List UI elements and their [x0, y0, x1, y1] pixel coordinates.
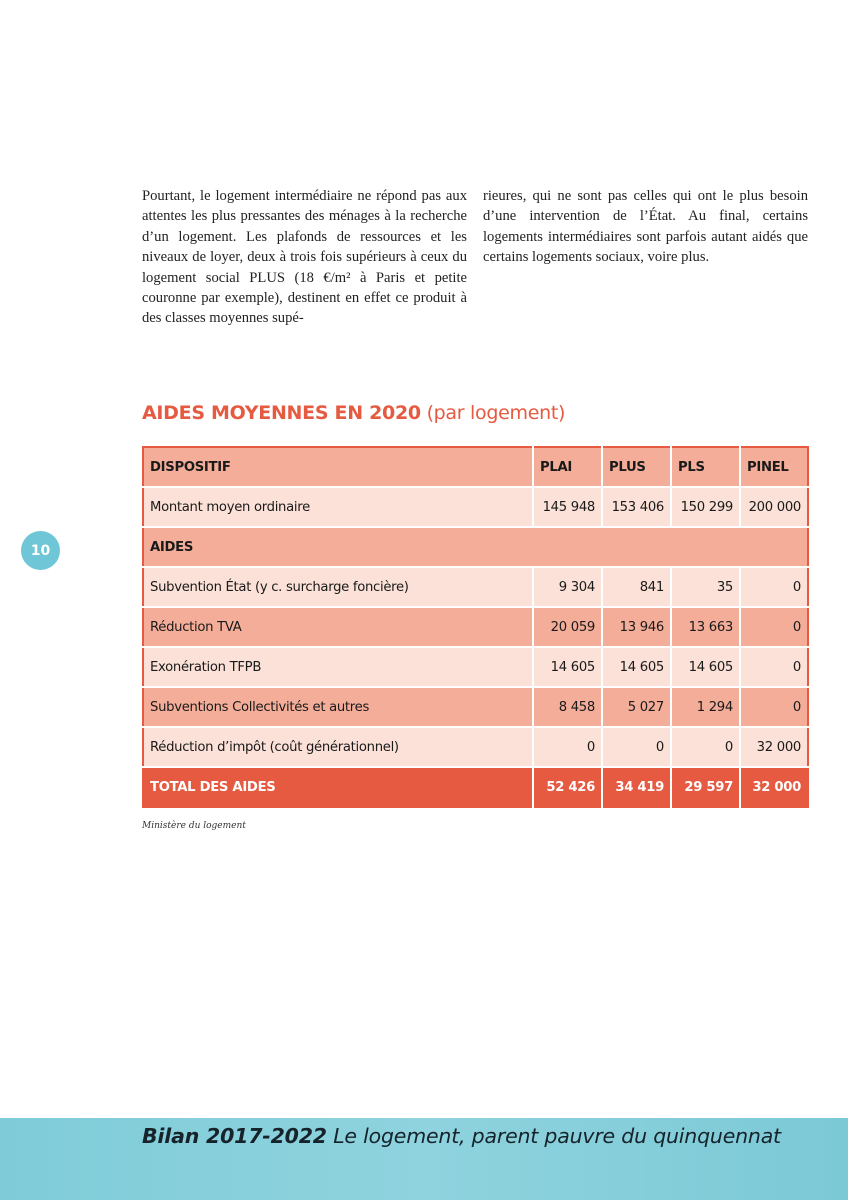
cell-plai: 9 304 [533, 567, 602, 607]
cell-plai: 20 059 [533, 607, 602, 647]
table-section-aides [143, 527, 808, 567]
table-source: Ministère du logement [142, 821, 246, 831]
cell-pinel: 0 [740, 607, 808, 647]
cell-pls: 0 [671, 727, 740, 767]
total-plus: 34 419 [602, 767, 671, 807]
cell-plai: 0 [533, 727, 602, 767]
total-label: TOTAL DES AIDES [143, 767, 533, 807]
table-header-row [143, 447, 808, 487]
footer-band [0, 1118, 848, 1200]
table-total-row [143, 767, 808, 807]
table-row [143, 567, 808, 607]
header-plai: PLAI [533, 447, 602, 487]
total-pinel: 32 000 [740, 767, 808, 807]
footer-title [142, 1124, 781, 1148]
row-label: Réduction d’impôt (coût générationnel) [143, 727, 533, 767]
section-label: AIDES [143, 527, 808, 567]
cell-plai: 145 948 [533, 487, 602, 527]
table-title-subtitle: (par logement) [426, 402, 566, 424]
row-label: Subventions Collectivités et autres [143, 687, 533, 727]
footer-title-rest: Le logement, parent pauvre du quinquennat [333, 1124, 781, 1148]
cell-pls: 14 605 [671, 647, 740, 687]
cell-pinel: 0 [740, 647, 808, 687]
cell-pls: 1 294 [671, 687, 740, 727]
row-label: Réduction TVA [143, 607, 533, 647]
table-row [143, 607, 808, 647]
cell-pls: 150 299 [671, 487, 740, 527]
cell-pls: 13 663 [671, 607, 740, 647]
table-title-main: AIDES MOYENNES EN 2020 [142, 402, 421, 424]
cell-pinel: 0 [740, 567, 808, 607]
cell-pinel: 32 000 [740, 727, 808, 767]
header-plus: PLUS [602, 447, 671, 487]
total-pls: 29 597 [671, 767, 740, 807]
table-row-montant [143, 487, 808, 527]
body-text-left-column: Pourtant, le logement intermédiaire ne répond pas aux attentes les plus pressantes des ménages à la recherche d’un logement. Les plafonds de ressources et les niveaux de loyer, deux à trois fois supérieurs à ceux du logement social PLUS (18 €/m² à Paris et petite couronne par exemple), destinent en effet ce produit à des classes moyennes supé- [142, 188, 467, 327]
total-plai: 52 426 [533, 767, 602, 807]
header-pls: PLS [671, 447, 740, 487]
cell-plus: 0 [602, 727, 671, 767]
page-number: 10 [30, 542, 51, 559]
cell-plus: 5 027 [602, 687, 671, 727]
body-text-right-column: rieures, qui ne sont pas celles qui ont le plus besoin d’une intervention de l’État. Au final, certains logements intermédiaires sont parfois autant aidés que certains logements sociaux, voire plus. [483, 188, 808, 266]
header-pinel: PINEL [740, 447, 808, 487]
cell-plus: 841 [602, 567, 671, 607]
cell-pinel: 0 [740, 687, 808, 727]
cell-pinel: 200 000 [740, 487, 808, 527]
cell-plus: 153 406 [602, 487, 671, 527]
cell-plai: 14 605 [533, 647, 602, 687]
page-number-badge [21, 531, 60, 570]
cell-plus: 13 946 [602, 607, 671, 647]
table-row [143, 647, 808, 687]
table-title [142, 402, 565, 424]
row-label: Montant moyen ordinaire [143, 487, 533, 527]
header-dispositif: DISPOSITIF [150, 459, 231, 475]
footer-title-bold: Bilan 2017-2022 [142, 1124, 327, 1148]
row-label: Subvention État (y c. surcharge foncière) [143, 567, 533, 607]
cell-plus: 14 605 [602, 647, 671, 687]
table-row [143, 687, 808, 727]
cell-pls: 35 [671, 567, 740, 607]
row-label: Exonération TFPB [143, 647, 533, 687]
table-row [143, 727, 808, 767]
aides-table [142, 446, 809, 808]
cell-plai: 8 458 [533, 687, 602, 727]
body-text-columns [142, 186, 808, 329]
